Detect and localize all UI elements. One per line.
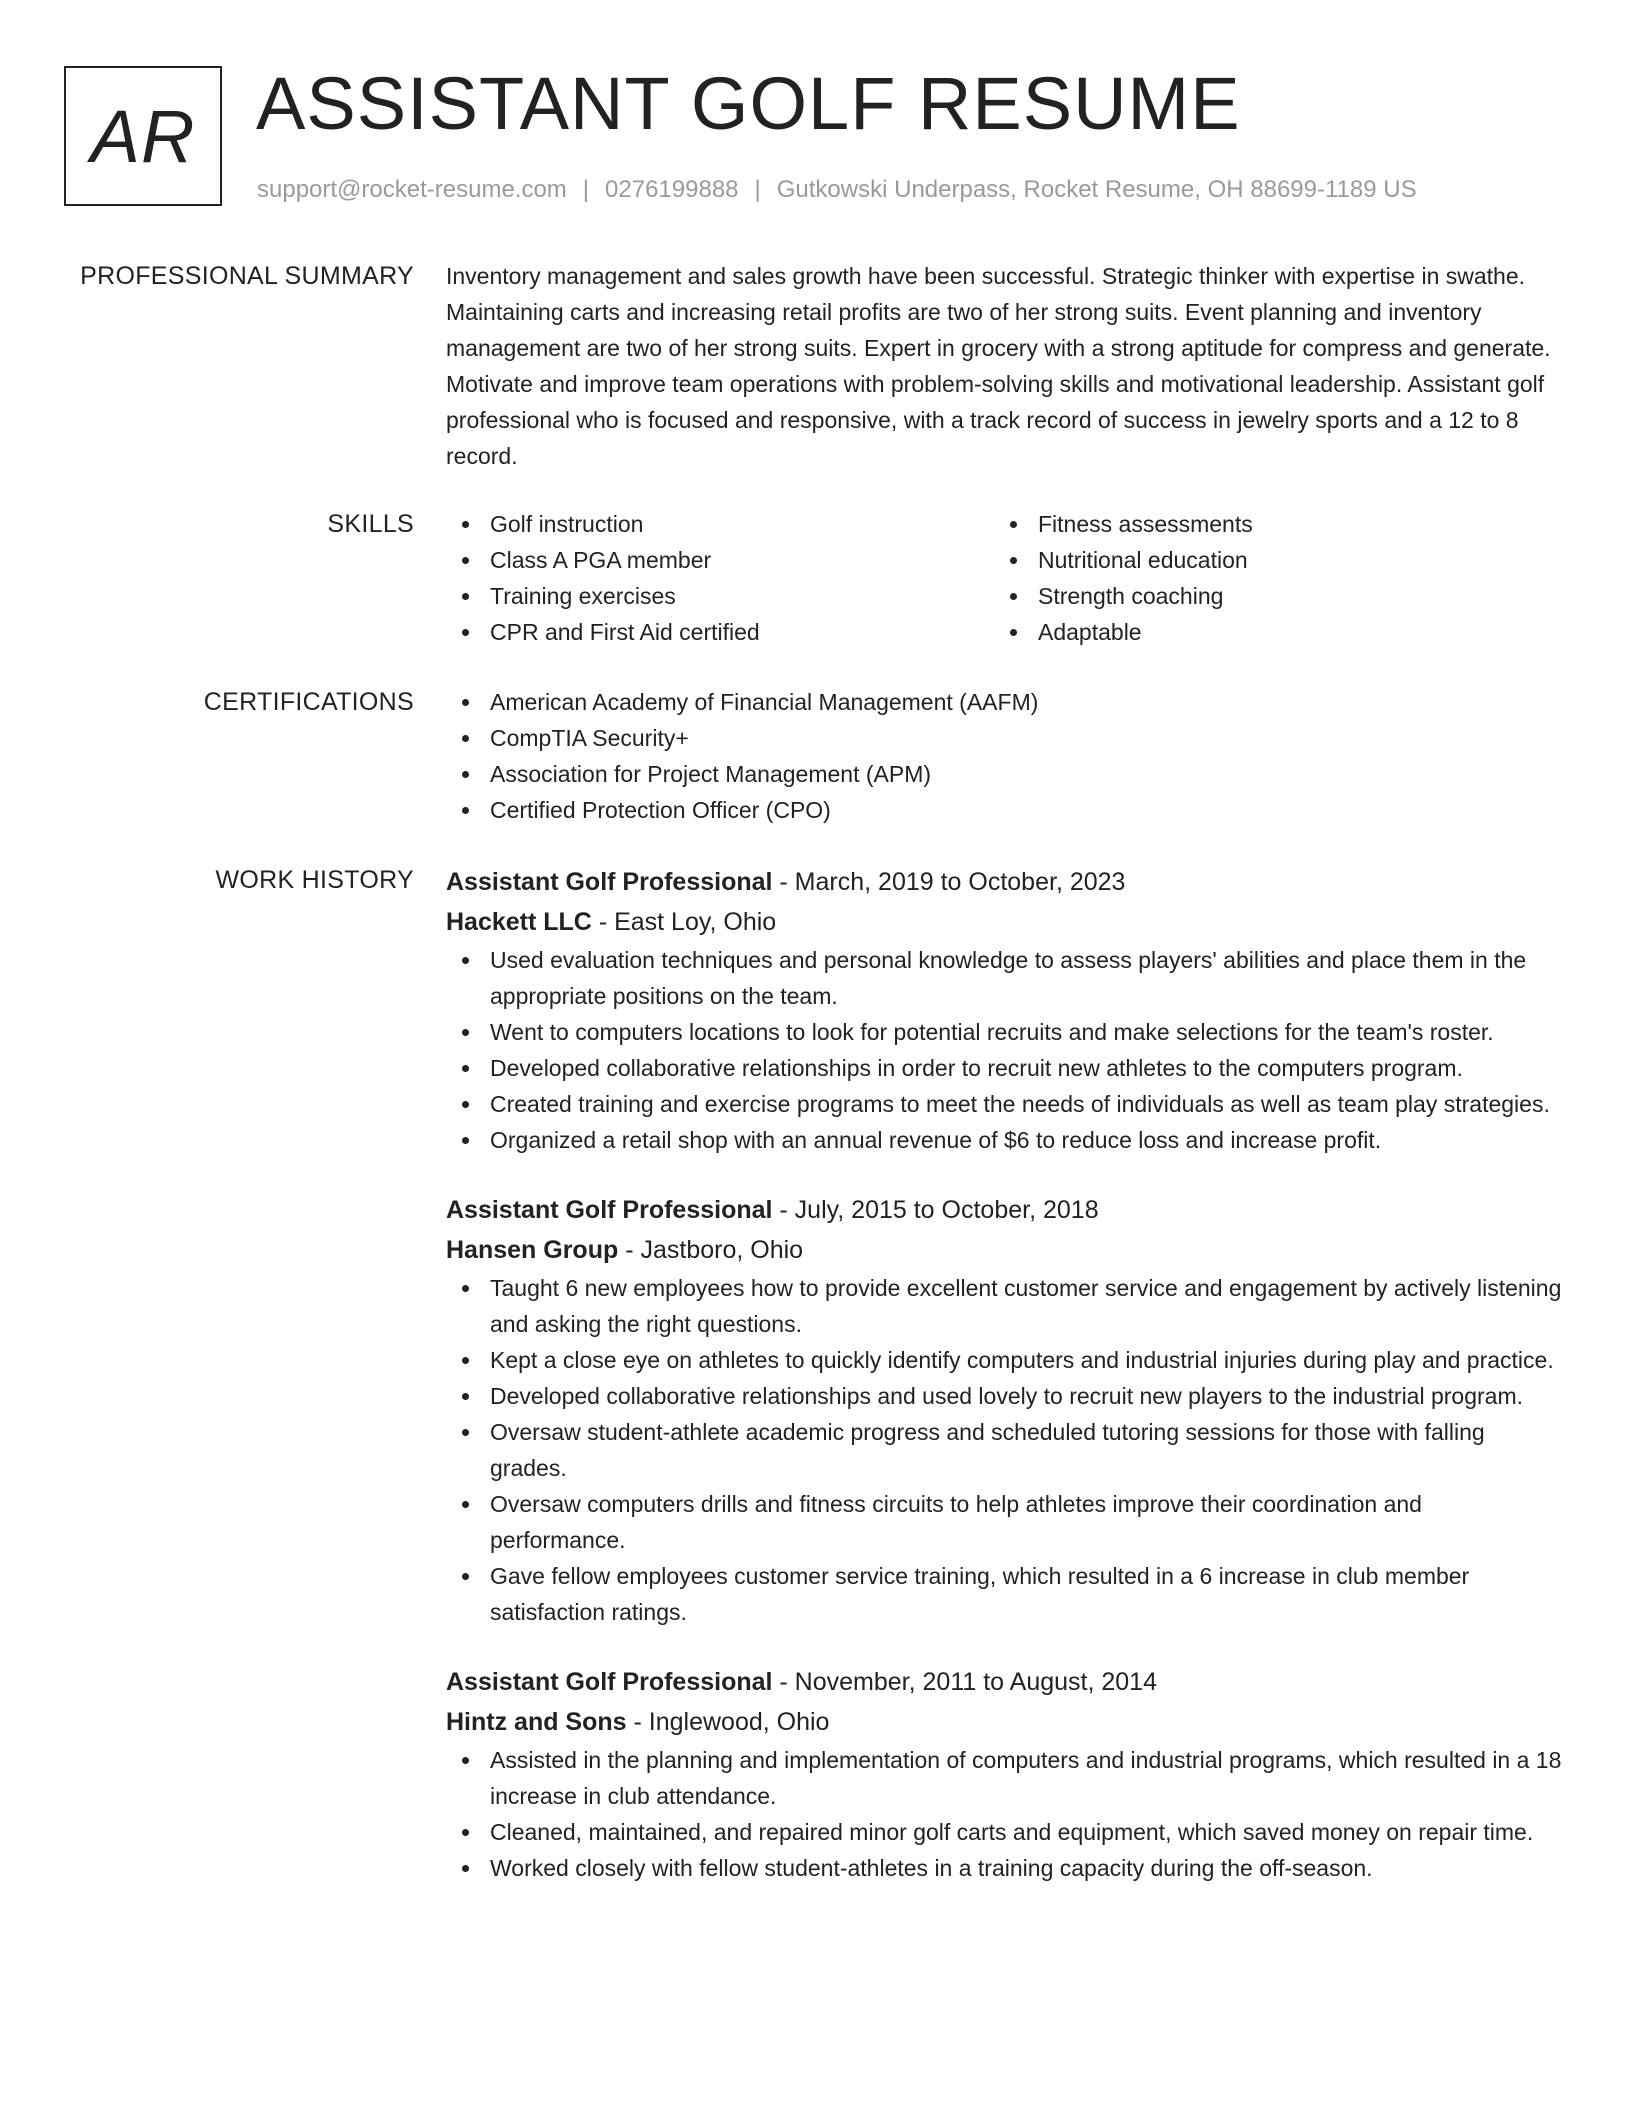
skill-item: Training exercises — [446, 578, 994, 614]
job-title: Assistant Golf Professional — [446, 1196, 773, 1224]
skills-body — [446, 506, 1562, 650]
job-dates: - March, 2019 to October, 2023 — [772, 868, 1126, 896]
certifications-label: CERTIFICATIONS — [203, 688, 414, 716]
resume-title: ASSISTANT GOLF RESUME — [256, 62, 1241, 145]
job-bullet: Created training and exercise programs to meet the needs of individuals as well as team play strategies. — [446, 1086, 1562, 1122]
job-bullet: Used evaluation techniques and personal knowledge to assess players' abilities and place them in the appropriate positions on the team. — [446, 942, 1562, 1014]
certifications-body — [446, 684, 1562, 828]
job-bullet: Taught 6 new employees how to provide excellent customer service and engagement by actively listening and asking the right questions. — [446, 1270, 1562, 1342]
resume-header — [64, 62, 1584, 210]
skill-item: Class A PGA member — [446, 542, 994, 578]
job-company: Hackett LLC — [446, 908, 592, 936]
job-location: - East Loy, Ohio — [591, 908, 777, 936]
job-title: Assistant Golf Professional — [446, 868, 773, 896]
contact-separator: | — [754, 176, 761, 203]
skill-item: Golf instruction — [446, 506, 994, 542]
job-entry — [446, 1662, 1562, 1886]
skill-item: Fitness assessments — [994, 506, 1542, 542]
job-title: Assistant Golf Professional — [446, 1668, 773, 1696]
job-title-line — [446, 862, 1562, 902]
job-bullet: Cleaned, maintained, and repaired minor golf carts and equipment, which saved money on repair time. — [446, 1814, 1562, 1850]
job-location: - Inglewood, Ohio — [626, 1708, 830, 1736]
job-bullet: Assisted in the planning and implementation of computers and industrial programs, which resulted in a 18 increase in club attendance. — [446, 1742, 1562, 1814]
job-company-line — [446, 902, 1562, 942]
job-bullet: Oversaw computers drills and fitness circuits to help athletes improve their coordination and performance. — [446, 1486, 1562, 1558]
job-dates: - July, 2015 to October, 2018 — [772, 1196, 1099, 1224]
work-history-label: WORK HISTORY — [215, 866, 414, 894]
job-bullet: Gave fellow employees customer service training, which resulted in a 6 increase in club member satisfaction ratings. — [446, 1558, 1562, 1630]
summary-label: PROFESSIONAL SUMMARY — [80, 262, 414, 290]
contact-phone[interactable]: 0276199888 — [605, 176, 739, 203]
skill-item: Adaptable — [994, 614, 1542, 650]
work-history-body — [446, 862, 1562, 1918]
summary-text: Inventory management and sales growth have been successful. Strategic thinker with expertise in swathe. Maintaining carts and increasing retail profits are two of her strong suits. Event planning and inventory management are two of her strong suits. Expert in grocery with a strong aptitude for compress and generate. Motivate and improve team operations with problem-solving skills and motivational leadership. Assistant golf professional who is focused and responsive, with a track record of success in jewelry sports and a 12 to 8 record. — [446, 263, 1551, 469]
job-bullet: Kept a close eye on athletes to quickly identify computers and industrial injuries during play and practice. — [446, 1342, 1562, 1378]
job-dates: - November, 2011 to August, 2014 — [772, 1668, 1157, 1696]
skills-column-left — [446, 506, 994, 650]
job-bullet: Worked closely with fellow student-athletes in a training capacity during the off-season. — [446, 1850, 1562, 1886]
job-company: Hansen Group — [446, 1236, 619, 1264]
job-entry — [446, 862, 1562, 1158]
contact-email[interactable]: support@rocket-resume.com — [257, 176, 567, 203]
certification-item: American Academy of Financial Management (AAFM) — [446, 684, 1562, 720]
job-entry — [446, 1190, 1562, 1630]
skill-item: Strength coaching — [994, 578, 1542, 614]
skills-column-right — [994, 506, 1542, 650]
job-bullet: Organized a retail shop with an annual revenue of $6 to reduce loss and increase profit. — [446, 1122, 1562, 1158]
skill-item: Nutritional education — [994, 542, 1542, 578]
certification-item: Association for Project Management (APM) — [446, 756, 1562, 792]
job-bullet: Oversaw student-athlete academic progress and scheduled tutoring sessions for those with falling grades. — [446, 1414, 1562, 1486]
summary-body — [446, 258, 1562, 474]
monogram-box — [64, 66, 222, 206]
job-location: - Jastboro, Ohio — [618, 1236, 804, 1264]
contact-line — [257, 174, 1417, 205]
job-title-line — [446, 1662, 1562, 1702]
contact-address: Gutkowski Underpass, Rocket Resume, OH 88699-1189 US — [776, 176, 1417, 203]
job-bullet: Developed collaborative relationships and used lovely to recruit new players to the industrial program. — [446, 1378, 1562, 1414]
job-bullet: Went to computers locations to look for potential recruits and make selections for the team's roster. — [446, 1014, 1562, 1050]
certification-item: Certified Protection Officer (CPO) — [446, 792, 1562, 828]
monogram-initials: AR — [90, 94, 196, 178]
skill-item: CPR and First Aid certified — [446, 614, 994, 650]
job-company-line — [446, 1702, 1562, 1742]
job-company: Hintz and Sons — [446, 1708, 627, 1736]
contact-separator: | — [582, 176, 590, 203]
job-title-line — [446, 1190, 1562, 1230]
job-bullet: Developed collaborative relationships in order to recruit new athletes to the computers program. — [446, 1050, 1562, 1086]
skills-label: SKILLS — [327, 510, 414, 538]
job-company-line — [446, 1230, 1562, 1270]
certification-item: CompTIA Security+ — [446, 720, 1562, 756]
